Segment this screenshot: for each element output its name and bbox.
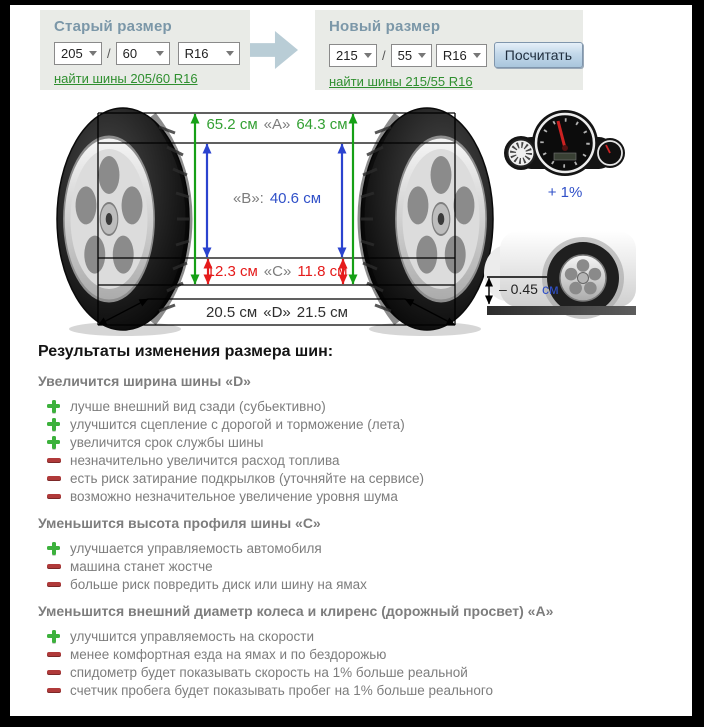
result-text: менее комфортная езда на ямах и по бездорожью	[70, 646, 387, 662]
a-new-value: 64.3 см	[296, 116, 348, 133]
old-size-panel	[40, 10, 250, 90]
result-text: возможно незначительное увеличение уровня шума	[70, 488, 398, 504]
a-letter: «A»	[263, 116, 291, 133]
minus-icon	[47, 670, 61, 675]
result-item	[38, 433, 678, 451]
minus-icon	[47, 564, 61, 569]
old-diameter-value: R16	[184, 46, 209, 61]
results-section	[38, 343, 678, 709]
section-heading: Уменьшится высота профиля шины «С»	[38, 515, 321, 531]
page-content	[10, 5, 692, 716]
minus-icon	[47, 476, 61, 481]
new-diameter-value: R16	[442, 47, 467, 63]
new-diameter-select[interactable]	[436, 44, 487, 67]
old-width-value: 205	[61, 46, 83, 61]
clearance-delta-label	[499, 281, 559, 297]
new-size-title: Новый размер	[329, 18, 441, 35]
size-separator: /	[382, 47, 386, 63]
b-value: 40.6 см	[269, 190, 322, 207]
old-size-selects	[54, 42, 250, 65]
result-section-width	[38, 373, 678, 505]
result-text: незначительно увеличится расход топлива	[70, 452, 340, 468]
arrow-right-icon	[250, 31, 298, 69]
plus-icon	[47, 436, 60, 449]
size-separator: /	[107, 46, 111, 61]
old-size-title: Старый размер	[54, 18, 172, 35]
plus-icon	[47, 400, 60, 413]
minus-icon	[47, 458, 61, 463]
new-profile-select[interactable]	[391, 44, 432, 67]
result-text: больше риск повредить диск или шину на ямах	[70, 576, 367, 592]
minus-icon	[47, 652, 61, 657]
chevron-down-icon	[418, 53, 426, 58]
result-item	[38, 487, 678, 505]
result-item	[38, 539, 678, 557]
result-text: машина станет жостче	[70, 558, 213, 574]
chevron-down-icon	[226, 51, 234, 56]
new-width-value: 215	[336, 47, 358, 63]
old-profile-select[interactable]	[116, 42, 170, 65]
clearance-unit: см	[541, 281, 559, 297]
result-text: счетчик пробега будет показывать пробег на 1% больше реального	[70, 682, 494, 698]
minus-icon	[47, 494, 61, 499]
result-item	[38, 645, 678, 663]
result-text: улучшится сцепление с дорогой и торможение (лета)	[70, 416, 405, 432]
result-text: улучшается управляемость автомобиля	[70, 540, 322, 556]
chevron-down-icon	[364, 53, 372, 58]
result-text: есть риск затирание подкрылков (уточняйте на сервисе)	[70, 470, 425, 486]
measure-a-label	[127, 116, 427, 133]
clearance-value: – 0.45	[499, 281, 538, 297]
result-item	[38, 627, 678, 645]
minus-icon	[47, 582, 61, 587]
new-size-selects	[329, 42, 583, 68]
measure-c-label	[127, 263, 427, 280]
speedometer-delta-label: + 1%	[547, 184, 583, 201]
a-old-value: 65.2 см	[206, 116, 258, 133]
new-width-select[interactable]	[329, 44, 377, 67]
result-section-profile	[38, 515, 678, 593]
result-text: улучшится управляемость на скорости	[70, 628, 314, 644]
result-text: спидометр будет показывать скорость на 1% больше реальной	[70, 664, 468, 680]
results-title: Результаты изменения размера шин:	[38, 343, 334, 360]
section-heading: Увеличится ширина шины «D»	[38, 373, 251, 389]
result-item	[38, 575, 678, 593]
old-tires-link[interactable]: найти шины 205/60 R16	[54, 71, 198, 86]
plus-icon	[47, 630, 60, 643]
result-item	[38, 451, 678, 469]
new-profile-value: 55	[397, 47, 413, 63]
old-width-select[interactable]	[54, 42, 102, 65]
result-item	[38, 469, 678, 487]
measure-d-label	[127, 304, 427, 321]
c-letter: «C»	[263, 263, 292, 280]
chevron-down-icon	[473, 53, 481, 58]
result-text: увеличится срок службы шины	[70, 434, 264, 450]
result-item	[38, 557, 678, 575]
section-heading: Уменьшится внешний диаметр колеса и клиренс (дорожный просвет) «А»	[38, 603, 554, 619]
d-old-value: 20.5 см	[206, 304, 258, 321]
measure-b-label	[127, 190, 427, 207]
d-letter: «D»	[263, 304, 291, 321]
new-size-panel	[315, 10, 583, 90]
result-item	[38, 681, 678, 699]
result-item	[38, 663, 678, 681]
wheel-clearance-image	[484, 231, 636, 319]
tire-image-right	[360, 108, 493, 336]
old-profile-value: 60	[122, 46, 138, 61]
c-new-value: 11.8 см	[297, 263, 348, 280]
old-diameter-select[interactable]	[178, 42, 240, 65]
result-section-diameter	[38, 603, 678, 699]
speedometer-image	[504, 110, 625, 176]
plus-icon	[47, 542, 60, 555]
c-old-value: 12.3 см	[206, 263, 258, 280]
minus-icon	[47, 688, 61, 693]
chevron-down-icon	[156, 51, 164, 56]
tire-image-left	[57, 108, 190, 336]
chevron-down-icon	[89, 51, 97, 56]
calculate-button[interactable]: Посчитать	[494, 42, 583, 68]
result-item	[38, 397, 678, 415]
d-new-value: 21.5 см	[296, 304, 348, 321]
b-letter: «B»:	[232, 190, 264, 207]
new-tires-link[interactable]: найти шины 215/55 R16	[329, 74, 473, 89]
result-item	[38, 415, 678, 433]
plus-icon	[47, 418, 60, 431]
result-text: лучше внешний вид сзади (субьективно)	[70, 398, 326, 414]
